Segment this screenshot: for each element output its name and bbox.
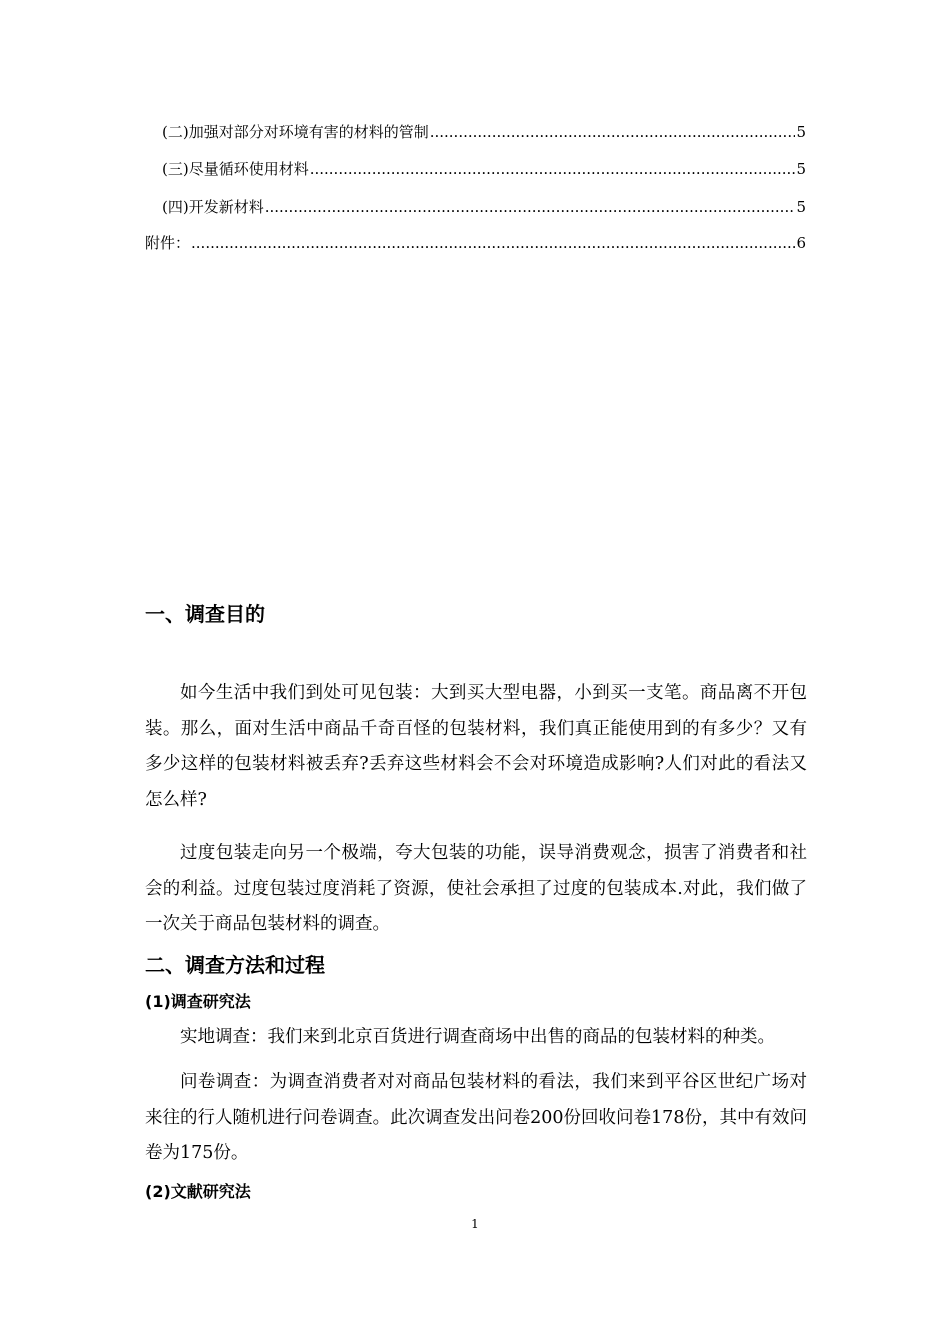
toc-entry-title: 附件：: [145, 234, 191, 252]
toc-entry-appendix[interactable]: [145, 233, 806, 253]
paragraph: 实地调查：我们来到北京百货进行调查商场中出售的商品的包装材料的种类。: [180, 1027, 775, 1047]
toc-leader-dots: [265, 197, 796, 217]
toc-entry-title: (三)尽量循环使用材料: [162, 160, 309, 178]
toc-entry-title: (四)开发新材料: [162, 198, 264, 216]
toc-page-number: 5: [796, 198, 806, 216]
toc-page-number: 6: [796, 234, 806, 252]
toc-entry-4[interactable]: [162, 197, 806, 217]
subheading-literature-method: (2)文献研究法: [145, 1182, 251, 1201]
page-number: 1: [471, 1217, 479, 1231]
section-heading-methods: 二、调查方法和过程: [145, 953, 325, 977]
toc-leader-dots: [430, 122, 796, 142]
toc-page-number: 5: [796, 160, 806, 178]
subheading-survey-method: (1)调查研究法: [145, 992, 251, 1011]
toc-entry-2[interactable]: [162, 122, 806, 142]
toc-page-number: 5: [796, 123, 806, 141]
toc-entry-title: (二)加强对部分对环境有害的材料的管制: [162, 123, 429, 141]
toc-leader-dots: [191, 233, 795, 253]
paragraph: 过度包装走向另一个极端，夸大包装的功能，误导消费观念，损害了消费者和社会的利益。过度包装过度消耗了资源，使社会承担了过度的包装成本.对此，我们做了一次关于商品包装材料的调查。: [145, 843, 807, 934]
toc-entry-3[interactable]: [162, 159, 806, 179]
toc-leader-dots: [310, 159, 796, 179]
paragraph: 如今生活中我们到处可见包装：大到买大型电器，小到买一支笔。商品离不开包装。那么，面对生活中商品千奇百怪的包装材料，我们真正能使用到的有多少？又有多少这样的包装材料被丢弃?丢弃这些材料会不会对环境造成影响?人们对此的看法又怎么样?: [145, 683, 807, 810]
section-heading-purpose: 一、调查目的: [145, 602, 265, 626]
paragraph: 问卷调查：为调查消费者对对商品包装材料的看法，我们来到平谷区世纪广场对来往的行人随机进行问卷调查。此次调查发出问卷200份回收问卷178份，其中有效问卷为175份。: [145, 1072, 807, 1163]
